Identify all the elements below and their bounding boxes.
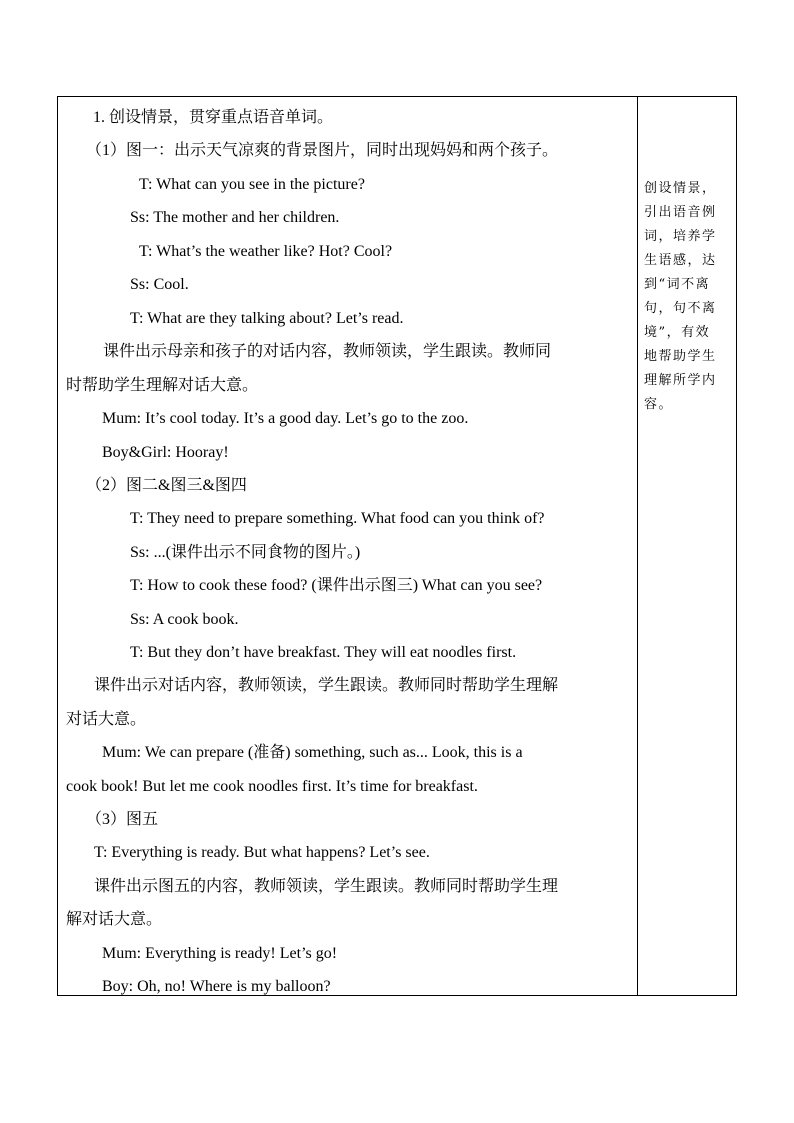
dialogue-line: T: How to cook these food? (课件出示图三) What can you see? (130, 577, 543, 594)
section-heading-3: （3）图五 (86, 811, 159, 828)
dialogue-line: Ss: A cook book. (130, 611, 239, 628)
column-divider (637, 97, 638, 995)
design-intent-line: 理解所学内 (644, 373, 717, 388)
design-intent-line: 引出语音例 (644, 205, 717, 220)
dialogue-line: T: They need to prepare something. What food can you think of? (130, 510, 545, 527)
dialogue-line: T: What can you see in the picture? (139, 176, 365, 193)
instruction-text: 课件出示对话内容，教师领读，学生跟读。教师同时帮助学生理解 (94, 677, 559, 694)
dialogue-line: Ss: The mother and her children. (130, 209, 340, 226)
instruction-text: 解对话大意。 (66, 911, 163, 928)
design-intent-line: 到“词不离 (644, 277, 711, 292)
instruction-text: 课件出示母亲和孩子的对话内容，教师领读，学生跟读。教师同 (103, 343, 552, 360)
dialogue-line: Mum: Everything is ready! Let’s go! (102, 945, 338, 962)
design-intent-line: 创设情景， (644, 181, 717, 196)
dialogue-line: Boy&Girl: Hooray! (102, 444, 229, 461)
design-intent-line: 生语感，达 (644, 253, 717, 268)
design-intent-line: 地帮助学生 (644, 349, 717, 364)
dialogue-line: cook book! But let me cook noodles first. It’s time for breakfast. (66, 778, 478, 795)
dialogue-line: Ss: ...(课件出示不同食物的图片。) (130, 544, 361, 561)
design-intent-line: 境”，有效 (644, 325, 711, 340)
teaching-process-cell (58, 97, 636, 995)
instruction-text: 对话大意。 (66, 711, 147, 728)
dialogue-line: Mum: It’s cool today. It’s a good day. Let’s go to the zoo. (102, 410, 469, 427)
instruction-text: 时帮助学生理解对话大意。 (66, 377, 259, 394)
section-heading-2: （2）图二&图三&图四 (86, 477, 247, 494)
dialogue-line: T: What’s the weather like? Hot? Cool? (139, 243, 393, 260)
lesson-plan-table (57, 96, 737, 996)
dialogue-line: T: But they don’t have breakfast. They will eat noodles first. (130, 644, 517, 661)
dialogue-line: Boy: Oh, no! Where is my balloon? (102, 978, 331, 995)
instruction-text: 课件出示图五的内容，教师领读，学生跟读。教师同时帮助学生理 (94, 878, 559, 895)
section-heading-1: （1）图一：出示天气凉爽的背景图片，同时出现妈妈和两个孩子。 (86, 142, 559, 159)
step-heading: 1. 创设情景，贯穿重点语音单词。 (93, 109, 334, 126)
dialogue-line: Mum: We can prepare (准备) something, such as... Look, this is a (102, 744, 523, 761)
design-intent-line: 句，句不离 (644, 301, 717, 316)
dialogue-line: T: What are they talking about? Let’s read. (130, 310, 404, 327)
design-intent-line: 词，培养学 (644, 229, 717, 244)
design-intent-line: 容。 (644, 397, 674, 412)
dialogue-line: T: Everything is ready. But what happens? Let’s see. (94, 844, 430, 861)
dialogue-line: Ss: Cool. (130, 276, 189, 293)
